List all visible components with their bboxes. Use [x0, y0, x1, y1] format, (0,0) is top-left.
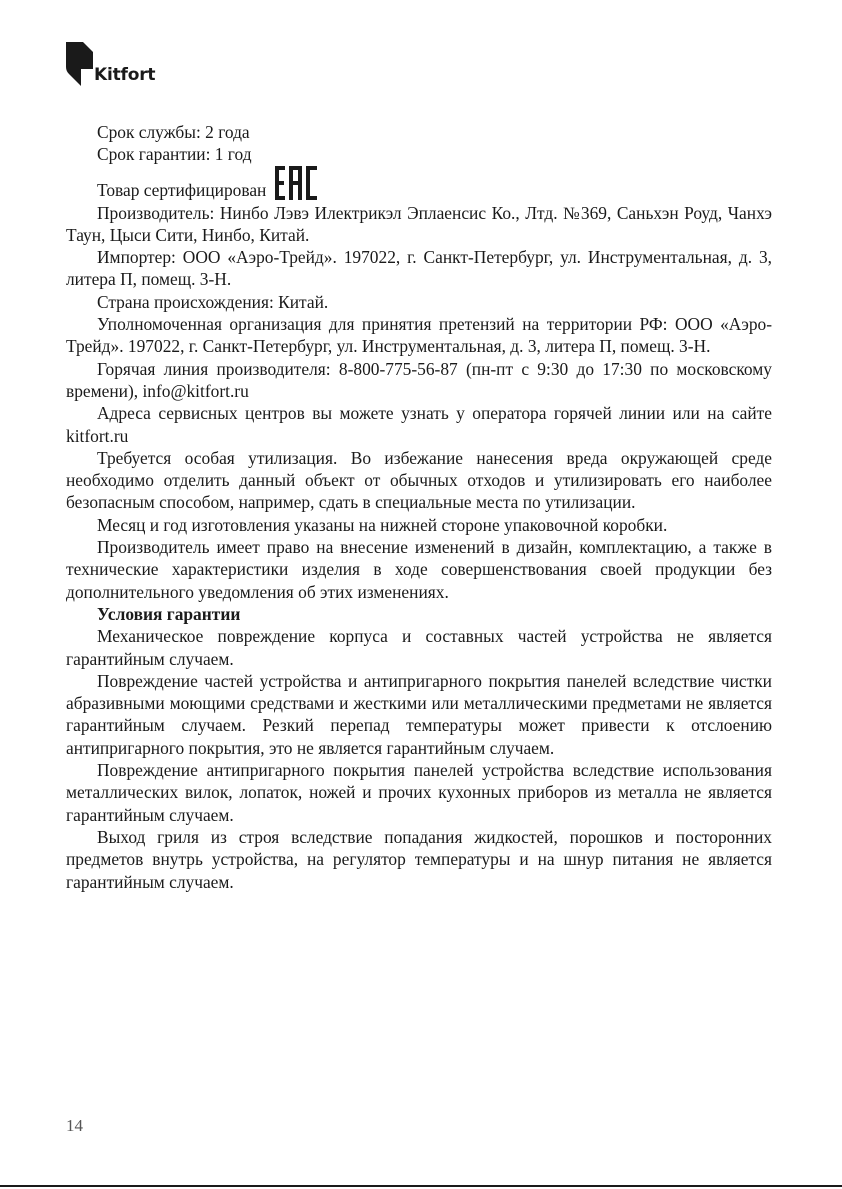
hotline-info: Горячая линия производителя: 8-800-775-56-87 (пн-пт с 9:30 до 17:30 по московскому времени), info@kitfort.ru	[66, 358, 772, 401]
page-number: 14	[66, 1116, 83, 1135]
service-centers-info: Адреса сервисных центров вы можете узнать у оператора горячей линии или на сайте kitfort.ru	[66, 403, 772, 446]
manufacturer-info: Производитель: Нинбо Лэвэ Илектрикэл Эплаенсис Ко., Лтд. №369, Саньхэн Роуд, Чанхэ Таун, Цыси Сити, Нинбо, Китай.	[66, 202, 772, 245]
certification-line	[66, 166, 772, 202]
authorized-organization: Уполномоченная организация для принятия претензий на территории РФ: ООО «Аэро-Трейд». 197022, г. Санкт-Петербург, ул. Инструментальная, д. 3, литера П, помещ. 3-Н.	[66, 314, 772, 357]
eac-mark-icon	[275, 166, 317, 200]
warranty-period: Срок гарантии: 1 год	[97, 144, 252, 165]
warranty-paragraph: Повреждение антипригарного покрытия панелей устройства вследствие использования металлических вилок, лопаток, ножей и прочих кухонных приборов из металла не является гарантийным случаем.	[66, 760, 772, 825]
country-of-origin: Страна происхождения: Китай.	[97, 291, 329, 312]
bottom-divider	[0, 1185, 842, 1187]
changes-info: Производитель имеет право на внесение изменений в дизайн, комплектацию, а также в технические характеристики изделия в ходе совершенствования своей продукции без дополнительного уведомления об этих изменениях.	[66, 537, 772, 602]
warranty-paragraph: Выход гриля из строя вследствие попадания жидкостей, порошков и посторонних предметов внутрь устройства, на регулятор температуры и на шнур питания не является гарантийным случаем.	[66, 826, 772, 892]
manufacture-date-info: Месяц и год изготовления указаны на нижней стороне упаковочной коробки.	[97, 514, 668, 535]
certified-text: Товар сертифицирован	[97, 180, 267, 201]
disposal-info: Требуется особая утилизация. Во избежание нанесения вреда окружающей среде необходимо отделить данный объект от обычных отходов и утилизировать его наиболее безопасным способом, например, сдать в специальные места по утилизации.	[66, 447, 772, 513]
logo-text: Kitfort	[94, 65, 156, 85]
warranty-paragraph: Механическое повреждение корпуса и составных частей устройства не является гарантийным случаем.	[66, 626, 772, 669]
kitfort-logo-icon	[66, 42, 94, 86]
service-life: Срок службы: 2 года	[97, 122, 250, 142]
importer-info: Импортер: ООО «Аэро-Трейд». 197022, г. Санкт-Петербург, ул. Инструментальная, д. 3, литера П, помещ. 3-Н.	[66, 247, 772, 290]
warranty-paragraph: Повреждение частей устройства и антипригарного покрытия панелей вследствие чистки абразивными моющими средствами и жесткими или металлическими предметами не является гарантийным случаем. Резкий перепад температуры может привести к отслоению антипригарного покрытия, это не является гарантийным случаем.	[66, 670, 772, 758]
info-section	[66, 121, 772, 893]
warranty-title: Условия гарантии	[97, 603, 241, 624]
